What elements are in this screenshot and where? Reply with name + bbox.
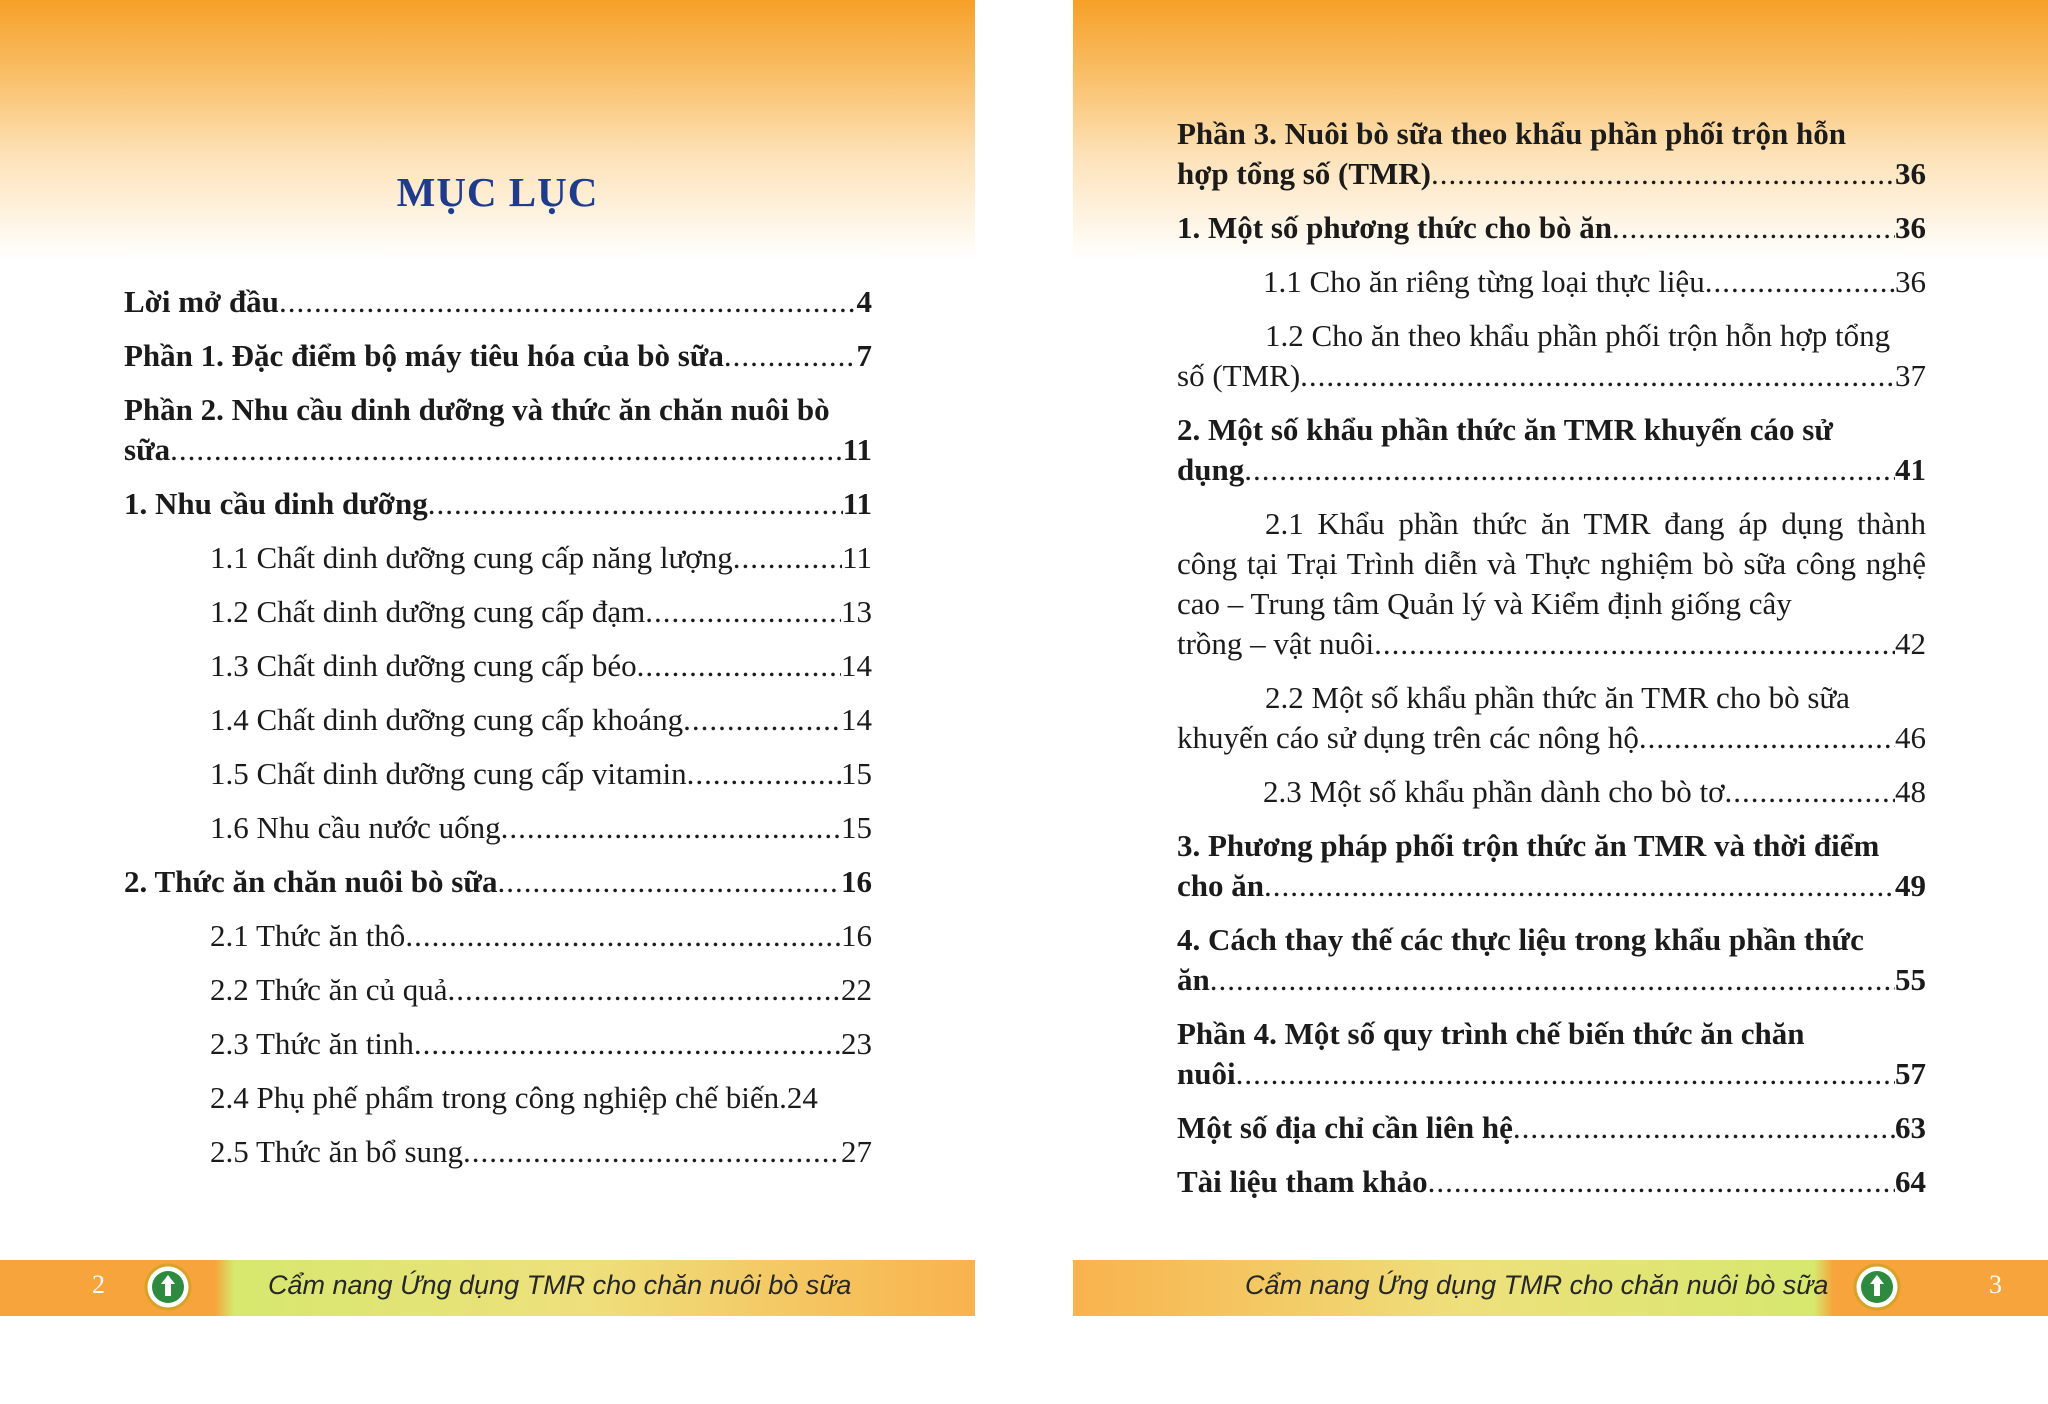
toc-entry[interactable]: 1.3 Chất dinh dưỡng cung cấp béo ..... 14 [124,646,872,686]
toc-entry[interactable]: 2.1 Thức ăn thô ..... 16 [124,916,872,956]
toc-entry[interactable]: 1.4 Chất dinh dưỡng cung cấp khoáng ..... 14 [124,700,872,740]
toc-entry[interactable]: 1. Một số phương thức cho bò ăn ..... 36 [1177,208,1926,248]
toc-entry[interactable]: 1.2 Chất dinh dưỡng cung cấp đạm ..... 13 [124,592,872,632]
toc-entry[interactable]: Một số địa chỉ cần liên hệ ..... 63 [1177,1108,1926,1148]
footer-bar [0,1260,975,1316]
right-page [1073,0,2048,1318]
toc-entry[interactable]: Phần 1. Đặc điểm bộ máy tiêu hóa của bò sữa ..... 7 [124,336,872,376]
toc-entry[interactable]: 3. Phương pháp phối trộn thức ăn TMR và thời điểm cho ăn ..... 49 [1177,826,1926,906]
toc-entry[interactable]: 2.5 Thức ăn bổ sung ..... 27 [124,1132,872,1172]
left-page [0,0,975,1318]
toc-entry[interactable]: 1.5 Chất dinh dưỡng cung cấp vitamin ..... 15 [124,754,872,794]
emblem-logo-icon [1853,1263,1901,1311]
footer-title: Cẩm nang Ứng dụng TMR cho chăn nuôi bò sữa [1245,1270,1829,1300]
toc-entry[interactable]: 4. Cách thay thế các thực liệu trong khẩu phần thức ăn ..... 55 [1177,920,1926,1000]
toc-entry[interactable]: 1.2 Cho ăn theo khẩu phần phối trộn hỗn hợp tổng số (TMR) ..... 37 [1177,316,1926,396]
toc-entry[interactable]: 2. Thức ăn chăn nuôi bò sữa ..... 16 [124,862,872,902]
toc-entry[interactable]: 2. Một số khẩu phần thức ăn TMR khuyến cáo sử dụng ..... 41 [1177,410,1926,490]
page-number: 3 [1989,1270,2002,1299]
toc-entry[interactable]: Phần 4. Một số quy trình chế biến thức ăn chăn nuôi ..... 57 [1177,1014,1926,1094]
toc-list [124,282,872,1186]
toc-entry[interactable]: 1. Nhu cầu dinh dưỡng ..... 11 [124,484,872,524]
toc-entry[interactable]: 2.4 Phụ phế phẩm trong công nghiệp chế biến. 24 [210,1080,818,1115]
toc-entry[interactable]: 2.2 Một số khẩu phần thức ăn TMR cho bò sữa khuyến cáo sử dụng trên các nông hộ ..... 46 [1177,678,1926,758]
footer-title: Cẩm nang Ứng dụng TMR cho chăn nuôi bò sữa [268,1270,852,1300]
toc-title: MỤC LỤC [396,169,599,215]
toc-entry[interactable]: 1.1 Cho ăn riêng từng loại thực liệu ..... 36 [1177,262,1926,302]
toc-entry[interactable]: 2.2 Thức ăn củ quả ..... 22 [124,970,872,1010]
toc-entry[interactable]: Lời mở đầu ..... 4 [124,282,872,322]
toc-entry[interactable]: 1.6 Nhu cầu nước uống ..... 15 [124,808,872,848]
toc-list [1177,114,1926,1216]
toc-entry[interactable]: Phần 3. Nuôi bò sữa theo khẩu phần phối trộn hỗn hợp tổng số (TMR) ..... 36 [1177,114,1926,194]
toc-entry[interactable]: 1.1 Chất dinh dưỡng cung cấp năng lượng ..... 11 [124,538,872,578]
footer-bar [1073,1260,2048,1316]
toc-entry[interactable]: 2.3 Một số khẩu phần dành cho bò tơ ..... 48 [1177,772,1926,812]
toc-entry[interactable]: Tài liệu tham khảo ..... 64 [1177,1162,1926,1202]
emblem-logo-icon [144,1263,192,1311]
toc-entry[interactable]: 2.3 Thức ăn tinh ..... 23 [124,1024,872,1064]
header-gradient [0,0,975,260]
toc-entry[interactable]: Phần 2. Nhu cầu dinh dưỡng và thức ăn chăn nuôi bò sữa ..... 11 [124,390,872,470]
page-number: 2 [92,1270,105,1299]
toc-entry[interactable]: 2.1 Khẩu phần thức ăn TMR đang áp dụng thành công tại Trại Trình diễn và Thực nghiệm bò sữa công nghệ cao – Trung tâm Quản lý và Kiểm định giống cây trồng – vật nuôi ..... 42 [1177,504,1926,664]
